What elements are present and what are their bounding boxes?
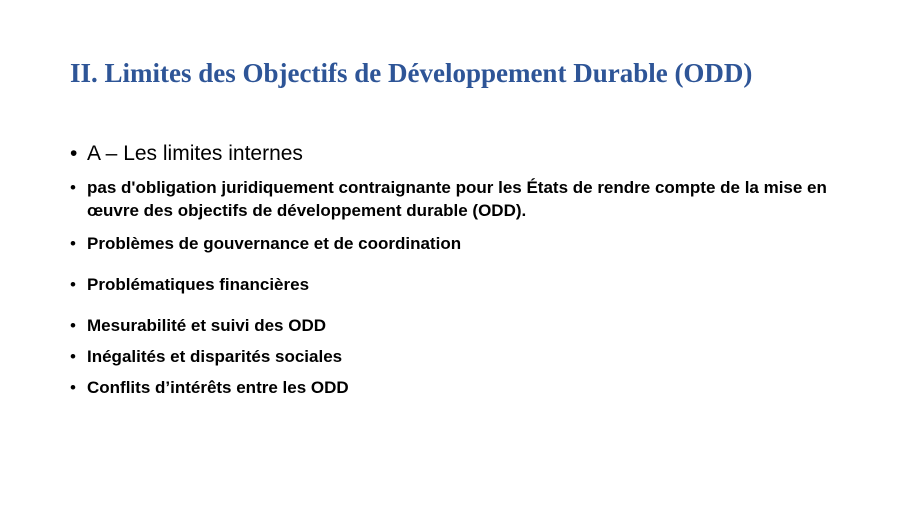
- bullet-list: [70, 140, 850, 399]
- bullet-text: Problèmes de gouvernance et de coordination: [87, 234, 462, 253]
- bullet-text: Conflits d’intérêts entre les ODD: [87, 378, 349, 397]
- bullet-text: Mesurabilité et suivi des ODD: [87, 316, 327, 335]
- bullet-item: [70, 314, 850, 337]
- bullet-item: [70, 176, 850, 222]
- bullet-item: [70, 376, 850, 399]
- bullet-marker: •: [70, 316, 76, 335]
- bullet-marker: •: [70, 275, 76, 294]
- bullet-item: [70, 273, 850, 296]
- bullet-item: [70, 345, 850, 368]
- bullet-text: pas d'obligation juridiquement contraignante pour les États de rendre compte de la mise en œuvre des objectifs de développement durable (ODD).: [87, 178, 827, 220]
- bullet-item: [70, 232, 850, 255]
- bullet-item: [70, 140, 850, 168]
- bullet-text: Problématiques financières: [87, 275, 310, 294]
- slide-title: II. Limites des Objectifs de Développement Durable (ODD): [70, 58, 753, 88]
- bullet-marker: •: [70, 142, 78, 165]
- bullet-marker: •: [70, 378, 76, 397]
- bullet-text: A – Les limites internes: [87, 142, 303, 165]
- bullet-marker: •: [70, 178, 76, 197]
- bullet-text: Inégalités et disparités sociales: [87, 347, 343, 366]
- bullet-marker: •: [70, 234, 76, 253]
- bullet-marker: •: [70, 347, 76, 366]
